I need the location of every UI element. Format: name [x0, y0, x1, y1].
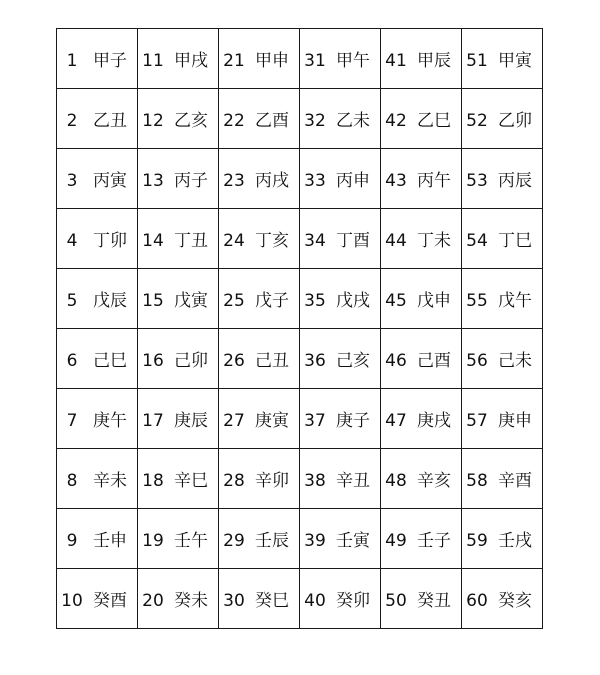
cycle-number: 13: [142, 171, 164, 191]
cycle-number: 1: [66, 51, 78, 71]
stem-branch-name: 庚寅: [255, 411, 289, 431]
cycle-cell: [462, 569, 543, 629]
cycle-cell: [219, 569, 300, 629]
stem-branch-name: 己丑: [255, 351, 289, 371]
stem-branch-name: 丁巳: [498, 231, 532, 251]
stem-branch-name: 丁丑: [174, 231, 208, 251]
cycle-cell: [57, 449, 138, 509]
stem-branch-name: 丙申: [336, 171, 370, 191]
stem-branch-name: 乙巳: [417, 111, 451, 131]
cycle-cell: [300, 209, 381, 269]
cycle-number: 5: [66, 291, 78, 311]
table-row: [57, 329, 543, 389]
cycle-cell: [57, 569, 138, 629]
stem-branch-name: 壬辰: [255, 531, 289, 551]
stem-branch-name: 乙卯: [498, 111, 532, 131]
stem-branch-name: 庚午: [93, 411, 127, 431]
stem-branch-name: 丙寅: [93, 171, 127, 191]
stem-branch-name: 癸未: [174, 591, 208, 611]
stem-branch-name: 甲子: [93, 51, 127, 71]
cycle-cell: [381, 509, 462, 569]
stem-branch-name: 己酉: [417, 351, 451, 371]
cycle-cell: [462, 449, 543, 509]
cycle-cell: [138, 389, 219, 449]
cycle-number: 25: [223, 291, 245, 311]
stem-branch-name: 戊子: [255, 291, 289, 311]
table-row: [57, 509, 543, 569]
cycle-number: 58: [466, 471, 488, 491]
cycle-number: 39: [304, 531, 326, 551]
stem-branch-name: 癸酉: [93, 591, 127, 611]
cycle-number: 22: [223, 111, 245, 131]
stem-branch-name: 丙戌: [255, 171, 289, 191]
cycle-number: 60: [466, 591, 488, 611]
cycle-cell: [381, 269, 462, 329]
table-row: [57, 29, 543, 89]
cycle-cell: [300, 509, 381, 569]
stem-branch-name: 戊申: [417, 291, 451, 311]
cycle-cell: [381, 209, 462, 269]
stem-branch-name: 壬子: [417, 531, 451, 551]
cycle-cell: [381, 29, 462, 89]
stem-branch-name: 己未: [498, 351, 532, 371]
cycle-cell: [138, 209, 219, 269]
cycle-number: 14: [142, 231, 164, 251]
stem-branch-name: 己亥: [336, 351, 370, 371]
cycle-cell: [138, 329, 219, 389]
cycle-number: 57: [466, 411, 488, 431]
cycle-cell: [57, 89, 138, 149]
cycle-number: 55: [466, 291, 488, 311]
stem-branch-name: 癸亥: [498, 591, 532, 611]
stem-branch-name: 庚辰: [174, 411, 208, 431]
cycle-number: 24: [223, 231, 245, 251]
stem-branch-name: 乙亥: [174, 111, 208, 131]
table-row: [57, 89, 543, 149]
cycle-cell: [381, 149, 462, 209]
stem-branch-name: 乙酉: [255, 111, 289, 131]
stem-branch-name: 甲寅: [498, 51, 532, 71]
stem-branch-name: 丙辰: [498, 171, 532, 191]
cycle-number: 3: [66, 171, 78, 191]
stem-branch-name: 戊寅: [174, 291, 208, 311]
cycle-cell: [138, 149, 219, 209]
cycle-cell: [300, 149, 381, 209]
stem-branch-name: 丙午: [417, 171, 451, 191]
cycle-cell: [462, 89, 543, 149]
cycle-number: 15: [142, 291, 164, 311]
table-row: [57, 149, 543, 209]
cycle-number: 35: [304, 291, 326, 311]
cycle-cell: [219, 149, 300, 209]
cycle-number: 20: [142, 591, 164, 611]
cycle-cell: [462, 209, 543, 269]
cycle-cell: [219, 389, 300, 449]
table-row: [57, 569, 543, 629]
stem-branch-name: 癸卯: [336, 591, 370, 611]
stem-branch-name: 丁亥: [255, 231, 289, 251]
cycle-number: 30: [223, 591, 245, 611]
stem-branch-name: 庚申: [498, 411, 532, 431]
stem-branch-name: 甲午: [336, 51, 370, 71]
cycle-number: 37: [304, 411, 326, 431]
cycle-number: 10: [61, 591, 83, 611]
cycle-cell: [462, 329, 543, 389]
stem-branch-name: 戊午: [498, 291, 532, 311]
stem-branch-name: 己卯: [174, 351, 208, 371]
cycle-number: 52: [466, 111, 488, 131]
cycle-cell: [219, 29, 300, 89]
stem-branch-name: 壬寅: [336, 531, 370, 551]
cycle-cell: [138, 29, 219, 89]
cycle-number: 47: [385, 411, 407, 431]
cycle-number: 42: [385, 111, 407, 131]
cycle-cell: [381, 389, 462, 449]
stem-branch-name: 辛亥: [417, 471, 451, 491]
stem-branch-name: 甲戌: [174, 51, 208, 71]
cycle-cell: [138, 509, 219, 569]
cycle-cell: [219, 509, 300, 569]
cycle-cell: [300, 269, 381, 329]
cycle-cell: [462, 269, 543, 329]
cycle-number: 28: [223, 471, 245, 491]
stem-branch-name: 丁未: [417, 231, 451, 251]
cycle-number: 8: [66, 471, 78, 491]
cycle-number: 9: [66, 531, 78, 551]
cycle-cell: [300, 89, 381, 149]
cycle-number: 18: [142, 471, 164, 491]
cycle-cell: [219, 449, 300, 509]
stem-branch-name: 己巳: [93, 351, 127, 371]
cycle-cell: [381, 329, 462, 389]
sexagenary-cycle-table: [56, 28, 543, 629]
stem-branch-name: 辛未: [93, 471, 127, 491]
stem-branch-name: 乙未: [336, 111, 370, 131]
cycle-cell: [138, 449, 219, 509]
cycle-number: 50: [385, 591, 407, 611]
cycle-number: 4: [66, 231, 78, 251]
stem-branch-name: 癸丑: [417, 591, 451, 611]
cycle-cell: [462, 149, 543, 209]
cycle-number: 26: [223, 351, 245, 371]
cycle-cell: [57, 29, 138, 89]
cycle-number: 23: [223, 171, 245, 191]
table-row: [57, 389, 543, 449]
stem-branch-name: 戊戌: [336, 291, 370, 311]
cycle-number: 7: [66, 411, 78, 431]
stem-branch-name: 庚子: [336, 411, 370, 431]
cycle-number: 21: [223, 51, 245, 71]
cycle-cell: [462, 29, 543, 89]
stem-branch-name: 辛巳: [174, 471, 208, 491]
cycle-cell: [57, 329, 138, 389]
cycle-number: 19: [142, 531, 164, 551]
stem-branch-name: 辛卯: [255, 471, 289, 491]
stem-branch-name: 甲申: [255, 51, 289, 71]
cycle-cell: [57, 209, 138, 269]
cycle-cell: [219, 329, 300, 389]
stem-branch-name: 乙丑: [93, 111, 127, 131]
stem-branch-name: 丙子: [174, 171, 208, 191]
cycle-cell: [138, 569, 219, 629]
cycle-number: 40: [304, 591, 326, 611]
stem-branch-name: 癸巳: [255, 591, 289, 611]
cycle-cell: [381, 89, 462, 149]
table-row: [57, 449, 543, 509]
table-row: [57, 209, 543, 269]
cycle-number: 45: [385, 291, 407, 311]
cycle-number: 12: [142, 111, 164, 131]
cycle-number: 2: [66, 111, 78, 131]
cycle-number: 16: [142, 351, 164, 371]
cycle-number: 29: [223, 531, 245, 551]
cycle-cell: [300, 329, 381, 389]
stem-branch-name: 丁酉: [336, 231, 370, 251]
stem-branch-name: 辛酉: [498, 471, 532, 491]
cycle-number: 43: [385, 171, 407, 191]
cycle-number: 27: [223, 411, 245, 431]
sexagenary-cycle-sheet: [56, 28, 543, 629]
cycle-cell: [381, 449, 462, 509]
cycle-number: 56: [466, 351, 488, 371]
stem-branch-name: 壬戌: [498, 531, 532, 551]
stem-branch-name: 甲辰: [417, 51, 451, 71]
cycle-cell: [219, 89, 300, 149]
cycle-cell: [138, 89, 219, 149]
cycle-number: 34: [304, 231, 326, 251]
cycle-number: 36: [304, 351, 326, 371]
cycle-number: 49: [385, 531, 407, 551]
cycle-number: 6: [66, 351, 78, 371]
stem-branch-name: 戊辰: [93, 291, 127, 311]
cycle-number: 53: [466, 171, 488, 191]
cycle-cell: [381, 569, 462, 629]
cycle-number: 41: [385, 51, 407, 71]
cycle-cell: [300, 449, 381, 509]
cycle-cell: [219, 209, 300, 269]
cycle-cell: [219, 269, 300, 329]
stem-branch-name: 庚戌: [417, 411, 451, 431]
cycle-number: 48: [385, 471, 407, 491]
cycle-number: 59: [466, 531, 488, 551]
cycle-cell: [57, 509, 138, 569]
cycle-cell: [57, 269, 138, 329]
cycle-cell: [300, 569, 381, 629]
cycle-cell: [138, 269, 219, 329]
cycle-cell: [57, 149, 138, 209]
cycle-cell: [462, 389, 543, 449]
table-body: [57, 29, 543, 629]
cycle-number: 54: [466, 231, 488, 251]
cycle-number: 44: [385, 231, 407, 251]
stem-branch-name: 丁卯: [93, 231, 127, 251]
table-row: [57, 269, 543, 329]
cycle-number: 17: [142, 411, 164, 431]
stem-branch-name: 壬申: [93, 531, 127, 551]
cycle-number: 31: [304, 51, 326, 71]
cycle-number: 33: [304, 171, 326, 191]
cycle-number: 11: [142, 51, 164, 71]
stem-branch-name: 壬午: [174, 531, 208, 551]
stem-branch-name: 辛丑: [336, 471, 370, 491]
cycle-cell: [57, 389, 138, 449]
cycle-number: 38: [304, 471, 326, 491]
cycle-number: 51: [466, 51, 488, 71]
cycle-number: 32: [304, 111, 326, 131]
cycle-number: 46: [385, 351, 407, 371]
cycle-cell: [300, 29, 381, 89]
cycle-cell: [300, 389, 381, 449]
cycle-cell: [462, 509, 543, 569]
